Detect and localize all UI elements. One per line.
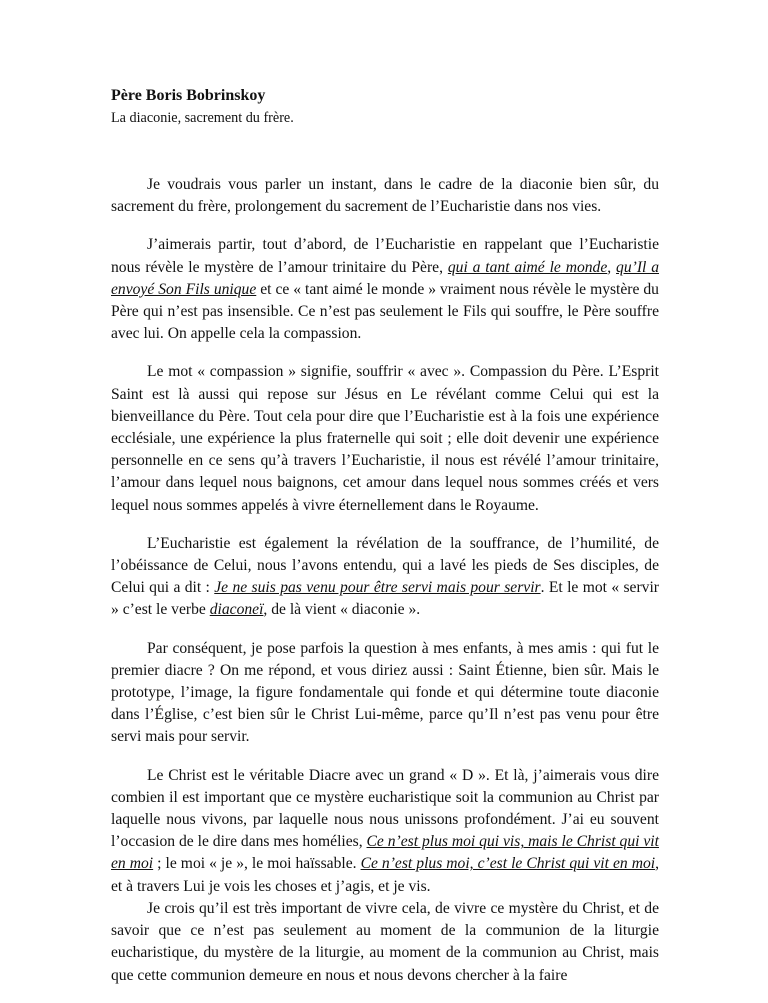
paragraph-text: , de là vient « diaconie ». bbox=[263, 601, 421, 619]
quoted-phrase: Ce n’est plus moi, c’est le Christ qui vit en moi bbox=[360, 855, 656, 873]
paragraph-text: Par conséquent, je pose parfois la question à mes enfants, à mes amis : qui fut le premier diacre ? On me répond, et vous diriez aussi : Saint Étienne, bien sûr. Mais le prototype, l’image, la figure fondamentale qui fonde et qui détermine toute diaconie dans l’Église, c’est bien sûr le Christ Lui-même, parce qu’Il n’est pas venu pour être servi mais pour servir. bbox=[111, 639, 659, 746]
paragraph-text: et ce « tant aimé le monde » vraiment nous révèle le mystère du Père qui n’est pas insensible. Ce n’est pas seulement le Fils qui souffre, le Père souffre avec lui. On appelle cela la compassion. bbox=[111, 280, 659, 343]
paragraph-text: J’aimerais partir, tout d’abord, de l’Eucharistie en rappelant que l’Eucharistie nous révèle le mystère de l’amour trinitaire du Père, bbox=[111, 236, 659, 276]
paragraph-text: Je voudrais vous parler un instant, dans le cadre de la diaconie bien sûr, du sacrement du frère, prolongement du sacrement de l’Eucharistie dans nos vies. bbox=[111, 176, 659, 216]
paragraph bbox=[111, 234, 659, 345]
paragraph-text: , bbox=[607, 258, 617, 276]
quoted-phrase: qui a tant aimé le monde bbox=[447, 258, 608, 276]
paragraph bbox=[111, 765, 659, 898]
document-subtitle: La diaconie, sacrement du frère. bbox=[111, 110, 294, 126]
paragraph-text: Je crois qu’il est très important de vivre cela, de vivre ce mystère du Christ, et de savoir que ce n’est pas seulement au moment de la communion de la liturgie eucharistique, du mystère de la liturgie, au moment de la communion au Christ, mais que cette communion demeure en nous et nous devons chercher à la faire bbox=[111, 899, 659, 984]
paragraph-text: L’Eucharistie est également la révélation de la souffrance, de l’humilité, de l’obéissance de Celui, nous l’avons entendu, qui a lavé les pieds de Ses disciples, de Celui qui a dit : bbox=[111, 534, 659, 597]
quoted-phrase: diaconeï bbox=[209, 601, 264, 619]
paragraph-text: Le mot « compassion » signifie, souffrir « avec ». Compassion du Père. L’Esprit Saint est là aussi qui repose sur Jésus en Le révélant comme Celui qui est la bienveillance du Père. Tout cela pour dire que l’Eucharistie est à la fois une expérience ecclésiale, une expérience la plus fraternelle qui soit ; elle doit devenir une expérience personnelle en ce sens qu’à travers l’Eucharistie, il nous est révélé l’amour trinitaire, l’amour dans lequel nous baignons, cet amour dans lequel nous sommes créés et vers lequel nous sommes appelés à vivre éternellement dans le Royaume. bbox=[111, 363, 659, 514]
paragraph bbox=[111, 898, 659, 987]
paragraph-text: , et à travers Lui je vois les choses et j’agis, et je vis. bbox=[111, 855, 659, 895]
paragraph-text: Le Christ est le véritable Diacre avec un grand « D ». Et là, j’aimerais vous dire combien il est important que ce mystère eucharistique soit la communion au Christ par laquelle nous vivons, par laquelle nous nous unissons profondément. J’ai eu souvent l’occasion de le dire dans mes homélies, bbox=[111, 766, 659, 851]
quoted-phrase: Ce n’est plus moi qui vis, mais le Christ qui vit en moi bbox=[111, 833, 659, 873]
paragraph bbox=[111, 533, 659, 622]
paragraph bbox=[111, 638, 659, 749]
document-body bbox=[111, 174, 659, 1003]
paragraph bbox=[111, 174, 659, 218]
paragraph bbox=[111, 361, 659, 516]
paragraph-text: ; le moi « je », le moi haïssable. bbox=[153, 855, 361, 873]
quoted-phrase: qu’Il a envoyé Son Fils unique bbox=[111, 258, 660, 298]
quoted-phrase: Je ne suis pas venu pour être servi mais pour servir bbox=[214, 579, 541, 597]
author-name: Père Boris Bobrinskoy bbox=[111, 87, 266, 104]
paragraph-text: . Et le mot « servir » c’est le verbe bbox=[111, 579, 659, 619]
